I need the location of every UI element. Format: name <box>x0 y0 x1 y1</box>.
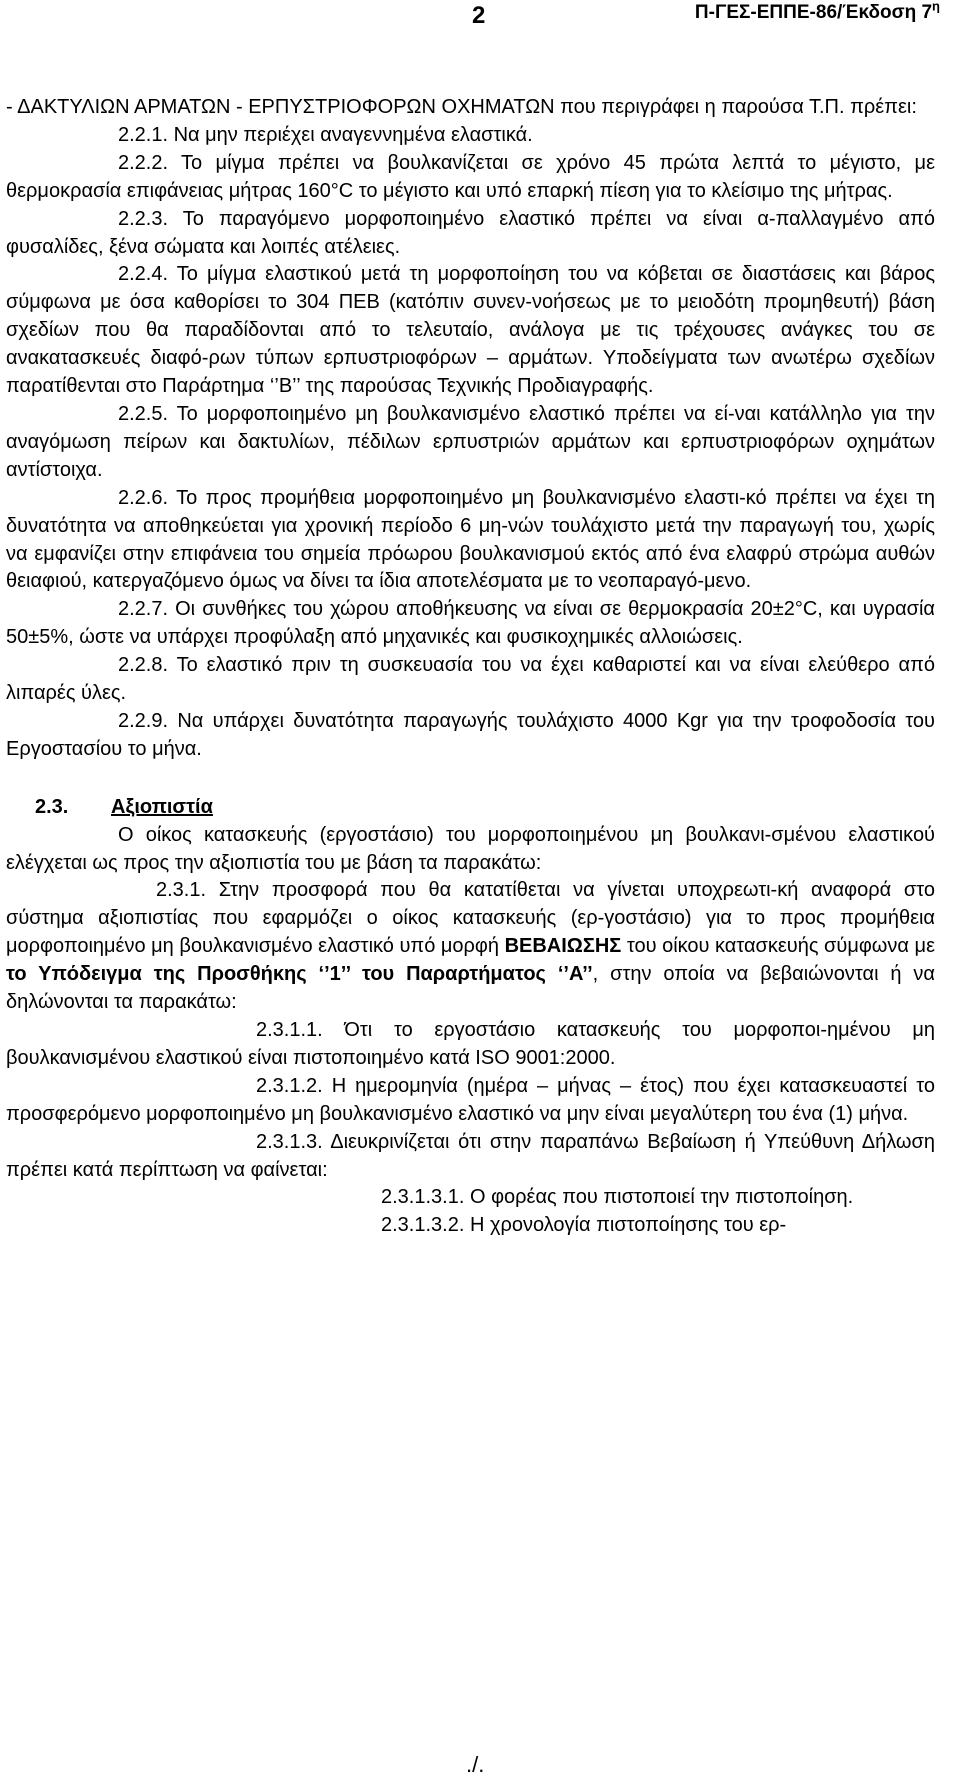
document-code <box>695 2 940 24</box>
paragraph-2-2-9: 2.2.9. Να υπάρχει δυνατότητα παραγωγής τουλάχιστο 4000 Kgr για την τροφοδοσία του Εργοστασίου το μήνα. <box>6 709 935 760</box>
paragraph-2-3-1-1: 2.3.1.1. Ότι το εργοστάσιο κατασκευής του μορφοποι-ημένου μη βουλκανισμένου ελαστικού είναι πιστοποιημένο κατά ISO 9001:2000. <box>6 1019 935 1069</box>
paragraph-2-3-intro: Ο οίκος κατασκευής (εργοστάσιο) του μορφοποιημένου μη βουλκανι-σμένου ελαστικού ελέγχεται ως προς την αξιοπιστία του με βάση τα παρακάτω: <box>6 823 935 874</box>
paragraph-intro: - ΔΑΚΤΥΛΙΩΝ ΑΡΜΑΤΩΝ - ΕΡΠΥΣΤΡΙΟΦΟΡΩΝ ΟΧΗΜΑΤΩΝ που περιγράφει η παρούσα Τ.Π. πρέπει: <box>6 96 917 118</box>
paragraph-2-2-1: 2.2.1. Να μην περιέχει αναγεννημένα ελαστικά. <box>118 123 533 146</box>
paragraph-2-3-1-3-2: 2.3.1.3.2. Η χρονολογία πιστοποίησης του ερ- <box>381 1214 787 1237</box>
continuation-mark: ./. <box>466 1752 485 1777</box>
paragraph-2-2-3: 2.2.3. Το παραγόμενο μορφοποιημένο ελαστικό πρέπει να είναι α-παλλαγμένο από φυσαλίδες, ξένα σώματα και λοιπές ατέλειες. <box>6 207 935 258</box>
paragraph-2-3-1-2: 2.3.1.2. Η ημερομηνία (ημέρα – μήνας – έτος) που έχει κατασκευαστεί το προσφερόμενο μορφοποιημένο μη βουλκανισμένο ελαστικό να μην είναι μεγαλύτερη του ένα (1) μήνα. <box>6 1074 935 1125</box>
paragraph-2-3-1 <box>6 877 935 1017</box>
section-gap <box>6 764 935 794</box>
document-code-text: Π-ΓΕΣ-ΕΠΠΕ-86/Έκδοση 7 <box>694 2 933 23</box>
paragraph-2-2-2: 2.2.2. Το μίγμα πρέπει να βουλκανίζεται σε χρόνο 45 πρώτα λεπτά το μέγιστο, με θερμοκρασία επιφάνειας μήτρας 160°C το μέγιστο και υπό επαρκή πίεση για το κλείσιμο της μήτρας. <box>6 151 935 202</box>
paragraph-2-2-7: 2.2.7. Οι συνθήκες του χώρου αποθήκευσης να είναι σε θερμοκρασία 20±2°C, και υγρασία 50±5%, ώστε να υπάρχει προφύλαξη από μηχανικές και φυσικοχημικές αλλοιώσεις. <box>6 598 935 649</box>
paragraph-2-3-1-text-b: του οίκου κατασκευής σύμφωνα με <box>621 935 935 958</box>
section-heading-2-3 <box>6 794 935 822</box>
body-text <box>6 94 935 1240</box>
paragraph-2-3-1-text-c: , στην οποία να βεβαιώνονται ή να δηλώνονται τα παρακάτω: <box>6 963 935 1014</box>
document-code-superscript: η <box>932 0 940 14</box>
paragraph-2-3-1-3: 2.3.1.3. Διευκρινίζεται ότι στην παραπάνω Βεβαίωση ή Υπεύθυνη Δήλωση πρέπει κατά περίπτωση να φαίνεται: <box>6 1130 935 1181</box>
paragraph-2-3-1-bold-a: ΒΕΒΑΙΩΣΗΣ <box>504 935 622 958</box>
paragraph-2-2-5: 2.2.5. Το μορφοποιημένο μη βουλκανισμένο ελαστικό πρέπει να εί-ναι κατάλληλο για την αναγόμωση πείρων και δακτυλίων, πέδιλων ερπυστριών αρμάτων και ερπυστριοφόρων οχημάτων αντίστοιχα. <box>6 402 935 481</box>
page-number: 2 <box>472 2 486 29</box>
paragraph-2-2-6: 2.2.6. Το προς προμήθεια μορφοποιημένο μη βουλκανισμένο ελαστι-κό πρέπει να έχει τη δυνατότητα να αποθηκεύεται για χρονική περίοδο 6 μη-νών τουλάχιστο μετά την παραγωγή του, χωρίς να εμφανίζει στην επιφάνεια του σημεία πρόωρου βουλκανισμού εκτός από ένα ελαφρύ στρώμα αυθών θειαφιού, κατεργαζόμενο όμως να δίνει τα ίδια αποτελέσματα με το νεοπαραγό-μενο. <box>6 486 935 593</box>
paragraph-2-3-1-text-a: 2.3.1. Στην προσφορά που θα κατατίθεται να γίνεται υποχρεωτι-κή αναφορά στο σύστημα αξιοπιστίας που εφαρμόζει ο οίκος κατασκευής (ερ-γοστάσιο) για το προς προμήθεια μορφοποιημένο μη βουλκανισμένο ελαστικό υπό μορφή <box>6 879 935 958</box>
paragraph-2-2-4: 2.2.4. Το μίγμα ελαστικού μετά τη μορφοποίηση του να κόβεται σε διαστάσεις και βάρος σύμφωνα με όσα καθορίσει το 304 ΠΕΒ (κατόπιν συνεν-νοήσεως με το μειοδότη προμηθευτή) βάση σχεδίων που θα παραδίδονται από το τελευταίο, ανάλογα με τις τρέχουσες ανάγκες του σε ανακατασκευές διαφό-ρων τύπων ερπυστριοφόρων – αρμάτων. Υποδείγματα των ανωτέρω σχεδίων παρατίθενται στο Παράρτημα ‘’Β’’ της παρούσας Τεχνικής Προδιαγραφής. <box>6 263 935 398</box>
paragraph-2-2-8: 2.2.8. Το ελαστικό πριν τη συσκευασία του να έχει καθαριστεί και να είναι ελεύθερο από λιπαρές ύλες. <box>6 654 935 705</box>
paragraph-2-3-1-bold-b: το Υπόδειγμα της Προσθήκης ‘’1’’ του Παραρτήματος ‘’Α’’ <box>6 963 593 986</box>
section-number: 2.3. <box>35 795 69 818</box>
paragraph-2-3-1-3-1: 2.3.1.3.1. Ο φορέας που πιστοποιεί την πιστοποίηση. <box>381 1186 854 1209</box>
section-title: Αξιοπιστία <box>111 795 213 818</box>
